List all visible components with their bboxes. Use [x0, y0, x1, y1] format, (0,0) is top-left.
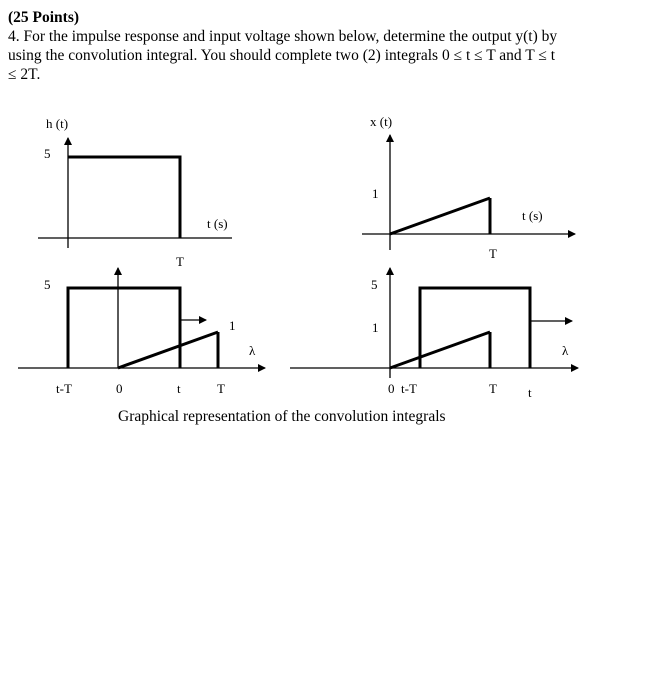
conv1-ramp: [118, 332, 218, 368]
conv2-label-zero-t-minus-T: 0 t-T: [388, 381, 417, 396]
points-label: (25 Points): [8, 9, 80, 26]
conv2-y-tick-1: 1: [372, 320, 379, 335]
h-title: h (t): [46, 116, 69, 131]
problem-line-2: using the convolution integral. You should complete two (2) integrals 0 ≤ t ≤ T and T ≤ t: [8, 47, 556, 64]
conv1-h-rectangle: [68, 288, 180, 368]
plot-x: [362, 114, 575, 261]
plot-h: [38, 116, 232, 269]
conv1-label-T: T: [217, 381, 225, 396]
conv2-label-T: T: [489, 381, 497, 396]
conv2-ramp: [390, 332, 490, 368]
problem-line-1: 4. For the impulse response and input voltage shown below, determine the output y(t) by: [8, 28, 558, 45]
conv2-y-tick-5: 5: [371, 277, 378, 292]
x-ramp: [390, 198, 490, 234]
conv1-y-tick-1: 1: [229, 318, 236, 333]
conv2-h-rectangle: [420, 288, 530, 368]
conv1-y-tick-5: 5: [44, 277, 51, 292]
x-x-label: t (s): [522, 208, 543, 223]
conv1-label-t: t: [177, 381, 181, 396]
conv2-x-label: λ: [562, 343, 569, 358]
x-x-tick-T: T: [489, 246, 497, 261]
plot-conv-1: [18, 268, 265, 396]
conv1-label-t-minus-T: t-T: [56, 381, 72, 396]
plot-conv-2: [290, 268, 578, 400]
x-y-tick-1: 1: [372, 186, 379, 201]
h-rectangle: [68, 157, 180, 238]
conv1-label-zero: 0: [116, 381, 123, 396]
h-x-label: t (s): [207, 216, 228, 231]
h-x-tick-T: T: [176, 254, 184, 269]
conv2-label-t: t: [528, 385, 532, 400]
problem-line-3: ≤ 2T.: [8, 66, 41, 83]
h-y-tick-5: 5: [44, 146, 51, 161]
x-title: x (t): [370, 114, 393, 129]
conv1-x-label: λ: [249, 343, 256, 358]
figure-caption: Graphical representation of the convolution integrals: [118, 408, 446, 425]
